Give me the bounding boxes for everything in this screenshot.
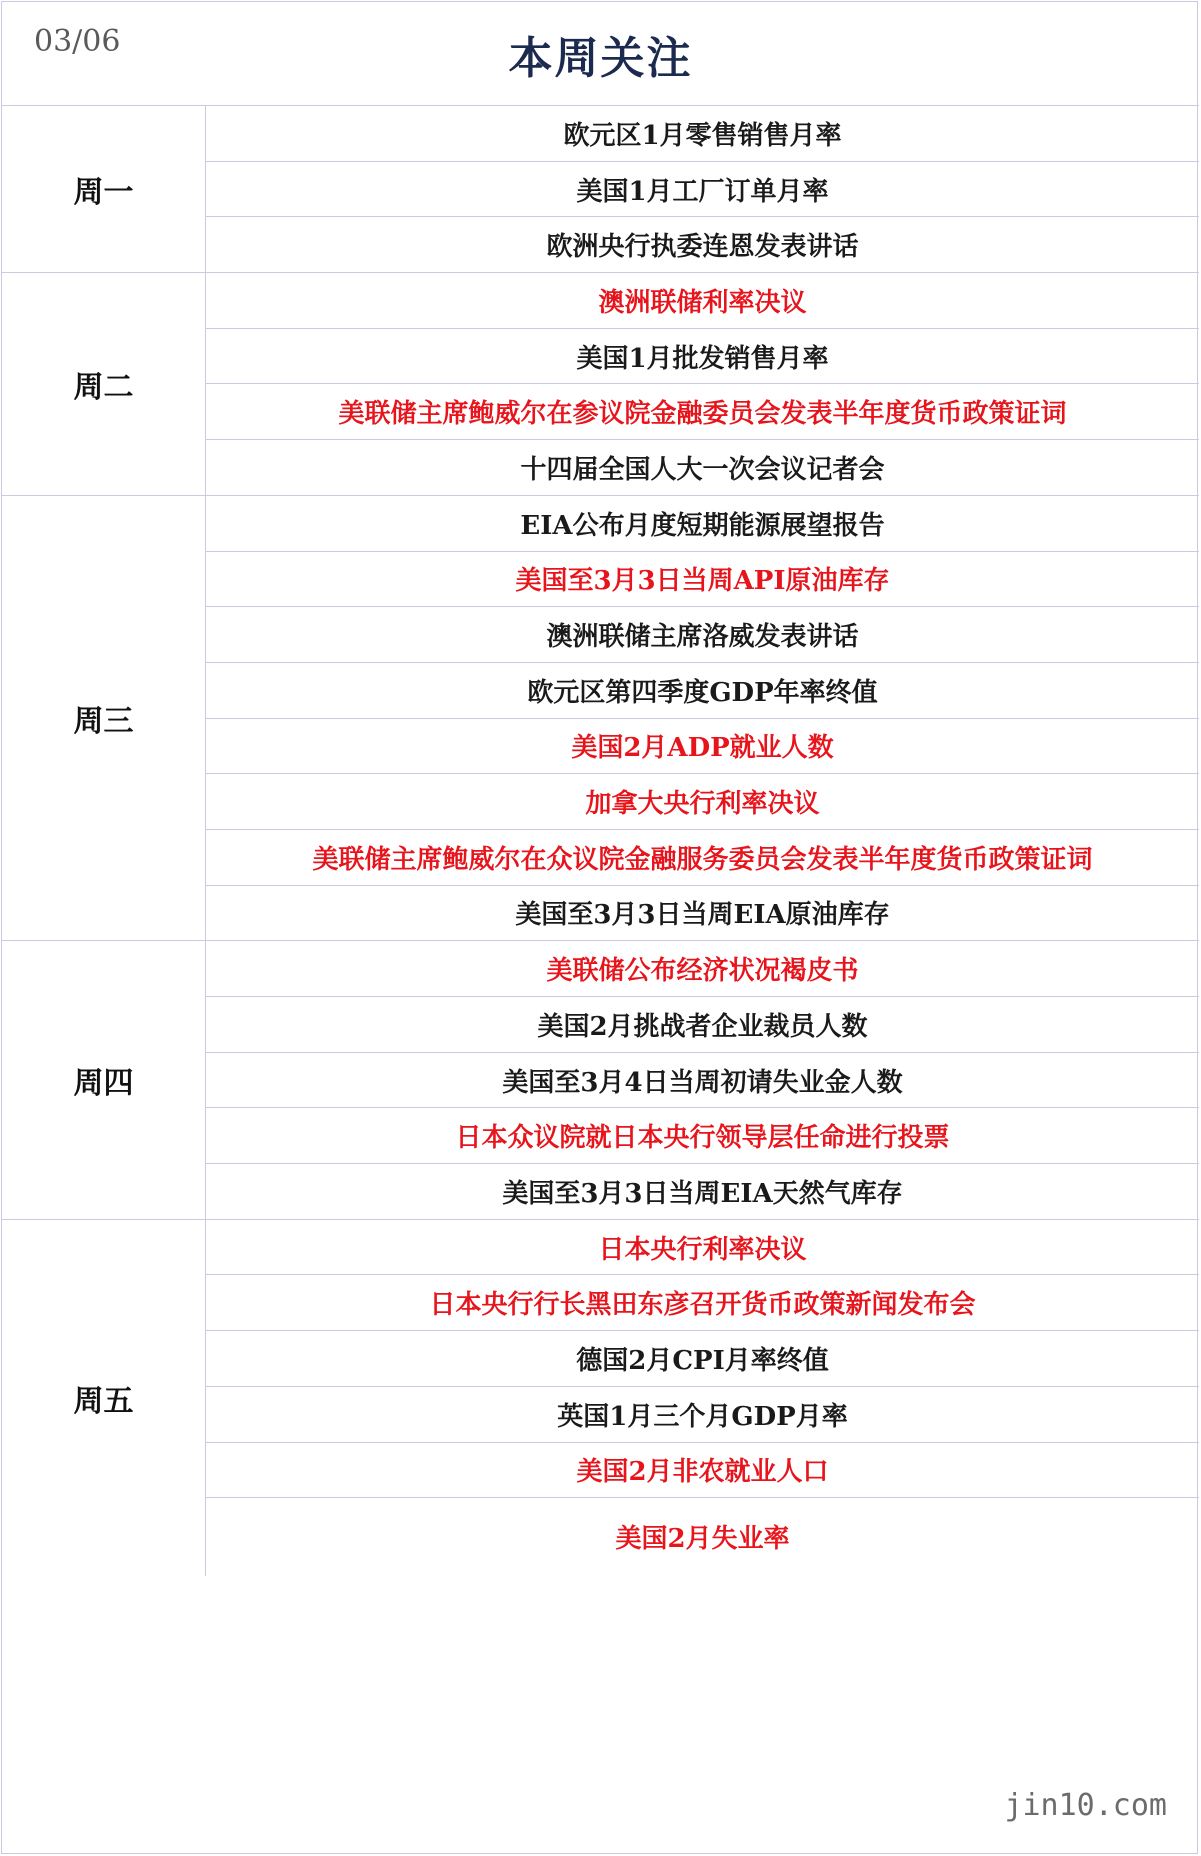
day-label-tue: 周二 (2, 273, 206, 496)
weekly-schedule-table (2, 105, 1199, 1576)
table-row (2, 941, 1199, 997)
event-item: 美国至3月4日当周初请失业金人数 (206, 1052, 1200, 1108)
table-row (2, 1219, 1199, 1275)
event-item: 英国1月三个月GDP月率 (206, 1386, 1200, 1442)
event-item: 欧洲央行执委连恩发表讲话 (206, 217, 1200, 273)
day-label-wed: 周三 (2, 495, 206, 941)
event-item: 欧元区第四季度GDP年率终值 (206, 662, 1200, 718)
event-item: 美国2月挑战者企业裁员人数 (206, 997, 1200, 1053)
event-item: 美国至3月3日当周EIA原油库存 (206, 885, 1200, 941)
event-item: 美联储主席鲍威尔在众议院金融服务委员会发表半年度货币政策证词 (206, 829, 1200, 885)
event-item: 澳洲联储利率决议 (206, 273, 1200, 329)
event-item: 美联储公布经济状况褐皮书 (206, 941, 1200, 997)
page-title: 本周关注 (508, 33, 693, 84)
table-row (2, 106, 1199, 162)
event-item: 美国2月ADP就业人数 (206, 718, 1200, 774)
event-item: 美国至3月3日当周EIA天然气库存 (206, 1164, 1200, 1220)
event-item: 美国2月非农就业人口 (206, 1442, 1200, 1498)
watermark: jin10.com (1004, 1788, 1167, 1823)
event-item: 十四届全国人大一次会议记者会 (206, 440, 1200, 496)
event-item: 美国2月失业率 (206, 1498, 1200, 1576)
event-item: 欧元区1月零售销售月率 (206, 106, 1200, 162)
event-item: 美国至3月3日当周API原油库存 (206, 551, 1200, 607)
event-item: 日本央行行长黑田东彦召开货币政策新闻发布会 (206, 1275, 1200, 1331)
event-item: 澳洲联储主席洛威发表讲话 (206, 607, 1200, 663)
event-item: 美国1月工厂订单月率 (206, 161, 1200, 217)
header (2, 2, 1199, 105)
table-row (2, 273, 1199, 329)
day-label-mon: 周一 (2, 106, 206, 273)
event-item: 德国2月CPI月率终值 (206, 1331, 1200, 1387)
table-row (2, 495, 1199, 551)
event-item: 美联储主席鲍威尔在参议院金融委员会发表半年度货币政策证词 (206, 384, 1200, 440)
day-label-fri: 周五 (2, 1219, 206, 1575)
date-label: 03/06 (34, 24, 121, 59)
event-item: 日本央行利率决议 (206, 1219, 1200, 1275)
event-item: 日本众议院就日本央行领导层任命进行投票 (206, 1108, 1200, 1164)
event-item: 美国1月批发销售月率 (206, 328, 1200, 384)
event-item: 加拿大央行利率决议 (206, 774, 1200, 830)
day-label-thu: 周四 (2, 941, 206, 1219)
schedule-frame (1, 1, 1198, 1854)
event-item: EIA公布月度短期能源展望报告 (206, 495, 1200, 551)
